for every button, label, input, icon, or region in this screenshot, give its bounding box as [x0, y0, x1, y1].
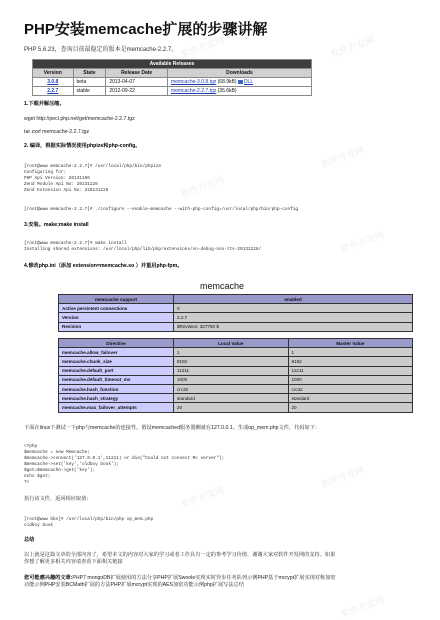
code-line: [root@www bbs]# /usr/local/php/bin/php op_mem.php — [24, 517, 154, 522]
code-line: $memcache->set('key','oldboy book'); — [24, 462, 119, 467]
releases-header: Release Date — [106, 69, 168, 78]
directive-header: Master Value — [288, 339, 413, 348]
release-row — [33, 87, 312, 96]
releases-header: State — [73, 69, 106, 78]
table-row — [59, 357, 413, 366]
file-size: (35.6kB) — [217, 88, 237, 94]
code-line: $memcache = new Memcache; — [24, 450, 90, 455]
watermark: 软件开发网 — [329, 34, 376, 60]
table-row — [59, 322, 413, 331]
related-label: 您可能感兴趣的文章: — [24, 575, 73, 581]
code-line: $get=$memcache->get('key'); — [24, 468, 96, 473]
watermark: 软件开发网 — [179, 174, 226, 200]
releases-header: Downloads — [167, 69, 311, 78]
watermark: 软件开发网 — [319, 144, 366, 170]
table-row — [59, 313, 413, 322]
release-state: stable — [73, 87, 106, 96]
watermark: 软件开发网 — [339, 594, 386, 620]
code-line: Configuring for: — [24, 170, 67, 175]
step4-heading: 4.修改php.ini（添加 extension=memcache.so ）并重启php-fpm。 — [24, 263, 183, 269]
releases-header: Version — [33, 69, 74, 78]
table-row — [59, 348, 413, 357]
watermark: 软件开发网 — [179, 484, 226, 510]
local-value: 8192 — [174, 357, 289, 366]
code-line: Zend Module Api No: 20131226 — [24, 182, 98, 187]
watermark: 软件开发网 — [339, 229, 386, 255]
memcache-support-table — [58, 294, 413, 332]
test-description: 下面在linux下测试一下php与memcache的连接性。假设memcached服务器侧就在127.0.0.1。生成op_mem.php文件，代码如下： — [24, 425, 321, 431]
master-value: standard — [288, 394, 413, 403]
code-line: Zend Extension Api No: 220131226 — [24, 188, 109, 193]
support-header: enabled — [174, 295, 413, 304]
release-state: beta — [73, 78, 106, 87]
table-row — [59, 375, 413, 384]
code-line: [root@www memcache-2.2.7]# /usr/local/php/bin/phpize — [24, 164, 162, 169]
local-value: 20 — [174, 403, 289, 412]
directive-name: memcache.default_port — [59, 366, 174, 375]
code-line: echo $get; — [24, 474, 51, 479]
memcache-directive-table — [58, 338, 413, 413]
directive-name: memcache.default_timeout_ms — [59, 375, 174, 384]
releases-caption: Available Releases — [33, 60, 312, 69]
code-line: <?php — [24, 444, 38, 449]
local-value: standard — [174, 394, 289, 403]
download-link[interactable]: memcache-2.2.7.tgz — [170, 88, 217, 94]
watermark: 软件开发网 — [179, 34, 226, 60]
master-value: 11211 — [288, 366, 413, 375]
run-description: 执行该文件，返回相应取值： — [24, 496, 92, 502]
support-value: $Revision: 327750 $ — [174, 322, 413, 331]
code-line: $memcache->connect('127.0.0.1',11211) or die("Could not connect Mc server"); — [24, 456, 225, 461]
intro-text: PHP 5.6.23，查询目前最稳定的版本是memcache-2.2.7。 — [24, 47, 178, 53]
master-value: 8192 — [288, 357, 413, 366]
summary-text: 你想了解更多相关内容请查看下面相关链接 — [24, 559, 123, 565]
code-line: Installing shared extensions: /usr/local/php/lib/php/extensions/no-debug-non-zts-20131226/ — [24, 247, 262, 252]
table-row — [59, 366, 413, 375]
code-line: PHP Api Version: 20131106 — [24, 176, 90, 181]
directive-header: Local Value — [174, 339, 289, 348]
release-date: 2012-09-22 — [106, 87, 168, 96]
table-row — [59, 304, 413, 313]
memcache-section-title: memcache — [200, 281, 245, 291]
local-value: crc32 — [174, 384, 289, 393]
dll-link[interactable]: DLL — [243, 79, 254, 85]
code-line: [root@www memcache-2.2.7]# make install — [24, 241, 127, 246]
version-link[interactable]: 2.2.7 — [47, 88, 59, 94]
related-links[interactable]: PHP7 mongoDB扩展使用的方法分享PHP扩展Swoole实现实时异步任务队列示例PHP基于mcrypt扩展实现对称加密 — [72, 575, 336, 581]
directive-name: memcache.chunk_size — [59, 357, 174, 366]
code-line: ?> — [24, 480, 30, 485]
version-link[interactable]: 3.0.8 — [47, 79, 59, 85]
step1-cmd-wget: wget http://pecl.php.net/get/memcache-2.2.7.tgz — [24, 116, 135, 122]
support-header: memcache support — [59, 295, 174, 304]
page-title: PHP安装memcache扩展的步骤讲解 — [24, 21, 268, 38]
local-value: 1 — [174, 348, 289, 357]
release-row — [33, 78, 312, 87]
directive-header: Directive — [59, 339, 174, 348]
support-key: Revision — [59, 322, 174, 331]
summary-heading: 总结 — [24, 537, 35, 543]
watermark: 软件开发网 — [319, 464, 366, 490]
support-key: Active persistent connections — [59, 304, 174, 313]
table-row — [59, 394, 413, 403]
master-value: crc32 — [288, 384, 413, 393]
support-value: 0 — [174, 304, 413, 313]
summary-text: 以上就是这篇文章的全部内容了，希望本文的内容对大家的学习或者工作具有一定的参考学习价值，谢谢大家对软件开发网的支持。如果 — [24, 552, 336, 558]
release-date: 2013-04-07 — [106, 78, 168, 87]
support-key: Version — [59, 313, 174, 322]
file-size: (68.9kB) — [217, 79, 237, 85]
support-value: 2.2.7 — [174, 313, 413, 322]
step1-heading: 1.下载并解压缩。 — [24, 101, 65, 107]
related-articles — [24, 575, 336, 581]
releases-table — [32, 59, 312, 96]
step3-heading: 3.安装。make;make install — [24, 222, 89, 228]
code-line: [root@www memcache-2.2.7]# ./configure --enable-memcache --with-php-config=/usr/local/php/bin/php-config — [24, 207, 299, 212]
local-value: 11211 — [174, 366, 289, 375]
local-value: 1000 — [174, 375, 289, 384]
step1-cmd-tar: tar zxvf memcache-2.2.7.tgz — [24, 129, 90, 135]
master-value: 20 — [288, 403, 413, 412]
directive-name: memcache.hash_function — [59, 384, 174, 393]
download-link[interactable]: memcache-3.0.8.tgz — [170, 79, 217, 85]
directive-name: memcache.max_failover_attempts — [59, 403, 174, 412]
related-links[interactable]: 功能示例PHP安装BCMath扩展的方法PHP扩展mcrypt实现的AES加密功能示例php扩展写法总结 — [24, 582, 244, 588]
step2-heading: 2. 编译，根据实际情况使用phpize和php-config。 — [24, 143, 141, 149]
master-value: 1000 — [288, 375, 413, 384]
table-row — [59, 403, 413, 412]
windows-icon — [238, 80, 243, 84]
directive-name: memcache.allow_failover — [59, 348, 174, 357]
directive-name: memcache.hash_strategy — [59, 394, 174, 403]
master-value: 1 — [288, 348, 413, 357]
code-line: oldboy book — [24, 523, 53, 528]
table-row — [59, 384, 413, 393]
